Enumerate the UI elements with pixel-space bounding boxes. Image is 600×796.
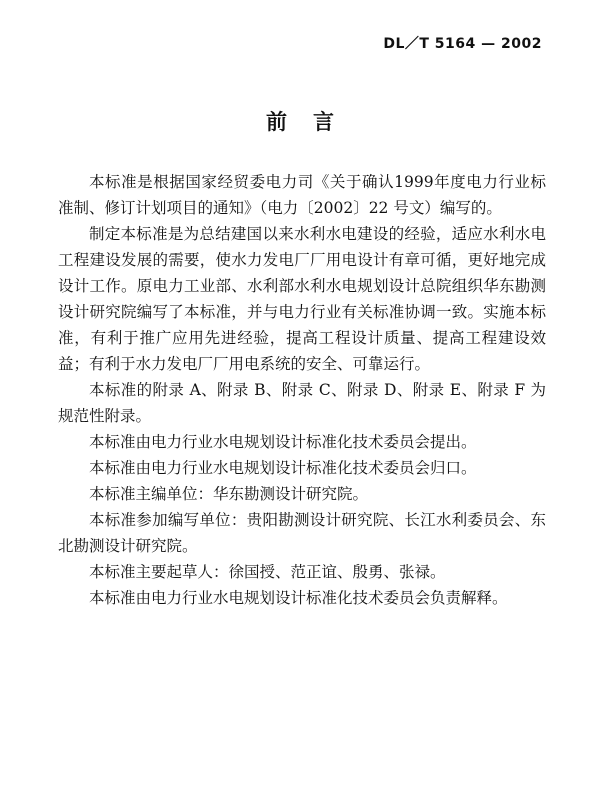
paragraph-centralized-by: 本标准由电力行业水电规划设计标准化技术委员会归口。 [89,459,477,477]
standard-code: DL／T 5164 — 2002 [383,36,542,52]
paragraph-participants: 本标准参加编写单位：贵阳勘测设计研究院、长江水利委员会、东北勘测设计研究院。 [58,511,546,555]
paragraph-drafters: 本标准主要起草人：徐国授、范正谊、殷勇、张禄。 [89,563,446,581]
paragraph-interpretation: 本标准由电力行业水电规划设计标准化技术委员会负责解释。 [89,589,508,607]
paragraph-proposed-by: 本标准由电力行业水电规划设计标准化技术委员会提出。 [89,433,477,451]
paragraph-purpose: 制定本标准是为总结建国以来水利水电建设的经验，适应水利水电工程建设发展的需要，使水力发电厂厂用电设计有章可循，更好地完成设计工作。原电力工业部、水利部水利水电规划设计总院组织华东勘测设计研究院编写了本标准，并与电力行业有关标准协调一致。实施本标准，有利于推广应用先进经验，提高工程设计质量、提高工程建设效益；有利于水力发电厂厂用电系统的安全、可靠运行。 [58,225,546,373]
paragraph-chief-editor: 本标准主编单位：华东勘测设计研究院。 [89,485,369,503]
foreword-body [58,169,546,611]
page-title: 前言 [266,110,360,134]
paragraph-appendices: 本标准的附录 A、附录 B、附录 C、附录 D、附录 E、附录 F 为规范性附录。 [58,381,546,425]
paragraph-origin: 本标准是根据国家经贸委电力司《关于确认1999年度电力行业标准制、修订计划项目的通知》（电力〔2002〕22 号文）编写的。 [58,173,546,217]
